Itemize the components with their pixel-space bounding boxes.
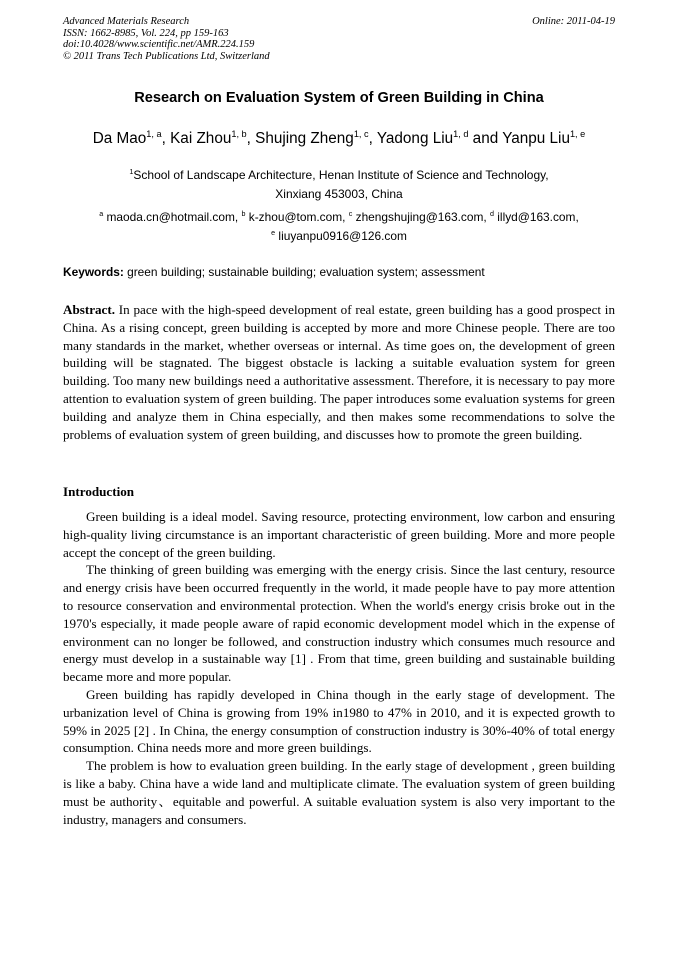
journal-header bbox=[63, 16, 615, 62]
journal-name: Advanced Materials Research bbox=[63, 16, 190, 27]
email-address[interactable]: $^c$ zhengshujing@163.com bbox=[348, 210, 484, 224]
copyright-line: © 2011 Trans Tech Publications Ltd, Switzerland bbox=[63, 50, 270, 62]
introduction-body bbox=[63, 508, 615, 828]
email-address[interactable]: $^b$ k-zhou@tom.com bbox=[241, 210, 343, 224]
author-list bbox=[20, 130, 658, 148]
doi-line: doi:10.4028/www.scientific.net/AMR.224.159 bbox=[63, 39, 255, 51]
online-date: Online: 2011-04-19 bbox=[532, 16, 615, 27]
author: Da Mao$^{1, a}$, bbox=[92, 128, 171, 147]
paragraph: Green building has rapidly developed in China though in the early stage of development. The urbanization level of China is growing from 19% in1980 to 47% in 2010, and it is expected growth to 59% in 2025 [2] . In China, the energy consumption of construction industry is 30%-40% of total energy consumption. China needs more and more green buildings. bbox=[63, 686, 615, 756]
author: Yanpu Liu$^{1, e}$ bbox=[502, 128, 586, 147]
author: Yadong Liu$^{1, d}$ and bbox=[376, 128, 503, 147]
issn-line: ISSN: 1662-8985, Vol. 224, pp 159-163 bbox=[63, 27, 229, 39]
email-address[interactable]: $^d$ illyd@163.com bbox=[490, 210, 576, 224]
keywords-label: Keywords: bbox=[63, 265, 124, 279]
abstract bbox=[63, 301, 615, 443]
author: Shujing Zheng$^{1, c}$, bbox=[255, 128, 377, 147]
email-address[interactable]: $^e$ liuyanpu0916@126.com bbox=[271, 229, 407, 243]
abstract-label: Abstract. bbox=[63, 302, 115, 317]
keywords bbox=[63, 265, 615, 279]
email-address[interactable]: $^a$ maoda.cn@hotmail.com bbox=[99, 210, 235, 224]
email-list: $^a$ maoda.cn@hotmail.com, $^b$ k-zhou@tom.com, $^c$ zhengshujing@163.com, $^d$ illyd@163.com, $^e$ liuyanpu0916@126.com bbox=[99, 210, 579, 243]
paper-title: Research on Evaluation System of Green Building in China bbox=[134, 90, 544, 106]
paragraph: The thinking of green building was emerging with the energy crisis. Since the last century, resource and energy crisis have been occurred frequently in the world, it made people have to pay more attention to resource conservation and environmental protection. When the world's energy crisis broke out in the 1970's especially, it made people aware of rapid economic development model which in the expense of environment can no longer be followed, and construction industry which consumes much resource and energy must develop in a sustainable way [1] . From that time, green building and sustainable building became more and more popular. bbox=[63, 562, 615, 685]
paragraph: The problem is how to evaluation green building. In the early stage of development , green building is like a baby. China have a wide land and multiplicate climate. The evaluation system of green building must be authority、equitable and powerful. A suitable evaluation system is also very important to the industry, managers and consumers. bbox=[63, 758, 615, 827]
affiliation: $^1$School of Landscape Architecture, Henan Institute of Science and Technology, Xinxiang 453003, China bbox=[129, 167, 549, 201]
section-heading: Introduction bbox=[63, 484, 135, 499]
abstract-text: In pace with the high-speed development of real estate, green building has a good prospect in China. As a rising concept, green building is accepted by more and more Chinese people. There are too many standards in the market, whether overseas or internal. As time goes on, the development of green building will be stagnated. The biggest obstacle is lacking a suitable evaluation system for green building. Too many new buildings need a authoritative assessment. Therefore, it is necessary to pay more attention to evaluation system of green building. The paper introduces some evaluation systems for green building and analyze them in China especially, and then makes some recommendations to solve the problems of evaluation system of green building, and discusses how to promote the green building. bbox=[63, 302, 615, 442]
paragraph: Green building is a ideal model. Saving resource, protecting environment, low carbon and ensuring high-quality living circumstance is an important characteristic of green building. More and more people accept the concept of the green building. bbox=[63, 509, 615, 560]
keywords-text: green building; sustainable building; evaluation system; assessment bbox=[123, 265, 485, 279]
author: Kai Zhou$^{1, b}$, bbox=[170, 128, 256, 147]
